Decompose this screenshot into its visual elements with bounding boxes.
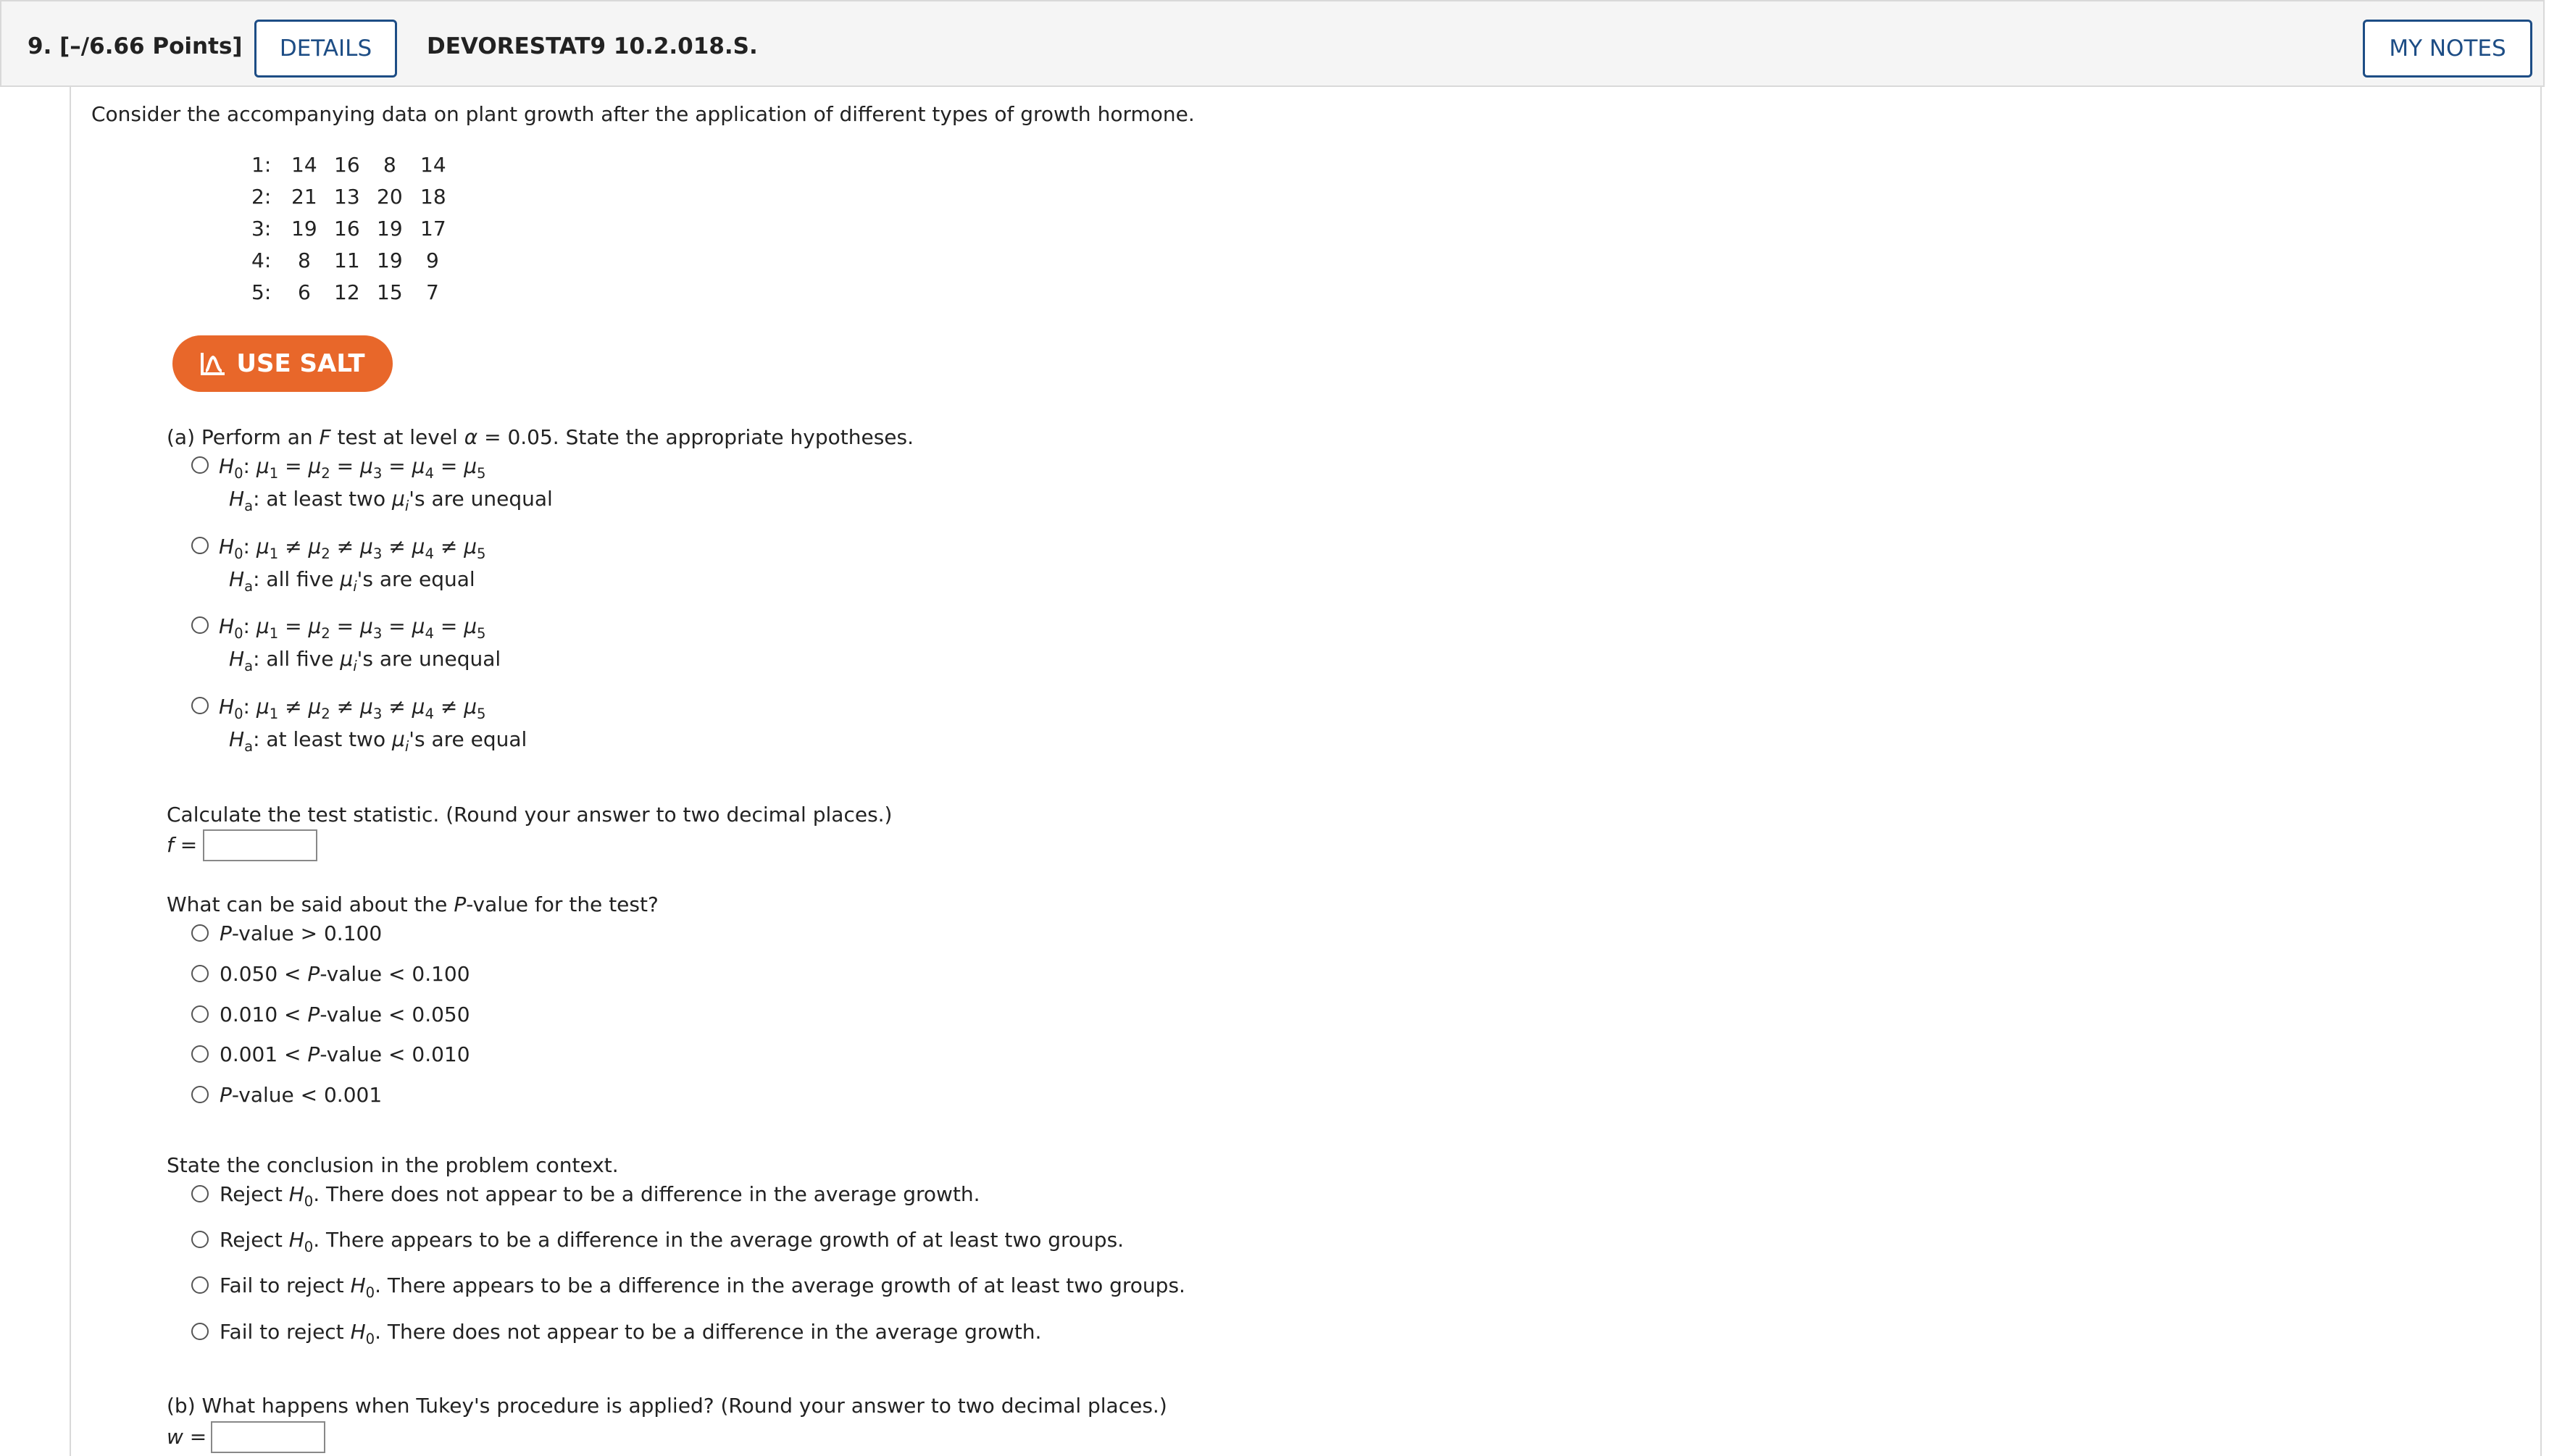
conclusion-prompt: State the conclusion in the problem context. xyxy=(167,1153,619,1177)
p-value-option-label: 0.050 < P-value < 0.100 xyxy=(220,962,470,986)
radio-button[interactable] xyxy=(191,1231,209,1248)
intro-text: Consider the accompanying data on plant growth after the application of different types of growth hormone. xyxy=(91,102,1195,126)
radio-button[interactable] xyxy=(191,1005,209,1023)
p-value-option-label: P-value < 0.001 xyxy=(220,1083,383,1107)
radio-button[interactable] xyxy=(191,616,209,634)
use-salt-label: USE SALT xyxy=(236,349,365,378)
radio-button[interactable] xyxy=(191,1185,209,1202)
null-hypothesis: $H_0$: $\mu_1 = \mu_2 = \mu_3 = \mu_4 = \mu_5$ xyxy=(219,614,486,642)
null-hypothesis: $H_0$: $\mu_1 = \mu_2 = \mu_3 = \mu_4 = \mu_5$ xyxy=(219,454,486,482)
salt-chart-icon xyxy=(200,351,226,376)
part-b-prompt: (b) What happens when Tukey's procedure is applied? (Round your answer to two decimal places.) xyxy=(167,1394,1167,1418)
radio-button[interactable] xyxy=(191,456,209,474)
radio-button[interactable] xyxy=(191,537,209,554)
course-code: DEVORESTAT9 10.2.018.S. xyxy=(427,33,758,59)
alternative-hypothesis: $H_a$: all five $\mu_i's$ are unequal xyxy=(229,647,501,674)
p-value-option-label: 0.001 < P-value < 0.010 xyxy=(220,1042,470,1066)
alternative-hypothesis: $H_a$: at least two $\mu_i's$ are unequal xyxy=(229,487,553,514)
f-label: f = xyxy=(167,833,198,857)
p-value-option-label: 0.010 < P-value < 0.050 xyxy=(220,1003,470,1026)
null-hypothesis: $H_0$: $\mu_1 \ne \mu_2 \ne \mu_3 \ne \mu_4 \ne \mu_5$ xyxy=(219,695,486,722)
radio-button[interactable] xyxy=(191,1276,209,1294)
f-answer-input[interactable] xyxy=(203,829,317,861)
details-button[interactable]: DETAILS xyxy=(254,20,397,78)
conclusion-option-label: Fail to reject $H_0$. There does not appear to be a difference in the average growth. xyxy=(220,1320,1042,1347)
radio-button[interactable] xyxy=(191,1323,209,1340)
p-value-option-label: P-value > 0.100 xyxy=(220,921,383,945)
part-a-prompt: (a) Perform an F test at level α = 0.05. State the appropriate hypotheses. xyxy=(167,425,914,449)
use-salt-button[interactable] xyxy=(172,335,393,392)
alternative-hypothesis: $H_a$: at least two $\mu_i's$ are equal xyxy=(229,727,527,755)
conclusion-option-label: Reject $H_0$. There does not appear to be a difference in the average growth. xyxy=(220,1182,980,1210)
conclusion-option-label: Fail to reject $H_0$. There appears to be a difference in the average growth of at least two groups. xyxy=(220,1273,1185,1301)
radio-button[interactable] xyxy=(191,924,209,942)
alternative-hypothesis: $H_a$: all five $\mu_i's$ are equal xyxy=(229,567,475,595)
question-header xyxy=(0,0,2545,87)
radio-button[interactable] xyxy=(191,1045,209,1063)
null-hypothesis: $H_0$: $\mu_1 \ne \mu_2 \ne \mu_3 \ne \mu_4 \ne \mu_5$ xyxy=(219,535,486,562)
conclusion-option-label: Reject $H_0$. There appears to be a difference in the average growth of at least two groups. xyxy=(220,1228,1125,1255)
radio-button[interactable] xyxy=(191,965,209,982)
radio-button[interactable] xyxy=(191,1086,209,1103)
test-statistic-prompt: Calculate the test statistic. (Round your answer to two decimal places.) xyxy=(167,803,893,827)
question-title: 9. [–/6.66 Points] xyxy=(28,33,243,59)
w-label: w = xyxy=(167,1425,207,1449)
my-notes-button[interactable]: MY NOTES xyxy=(2363,20,2532,78)
p-value-prompt: What can be said about the P-value for the test? xyxy=(167,892,659,916)
w-answer-input[interactable] xyxy=(211,1421,325,1453)
radio-button[interactable] xyxy=(191,697,209,714)
